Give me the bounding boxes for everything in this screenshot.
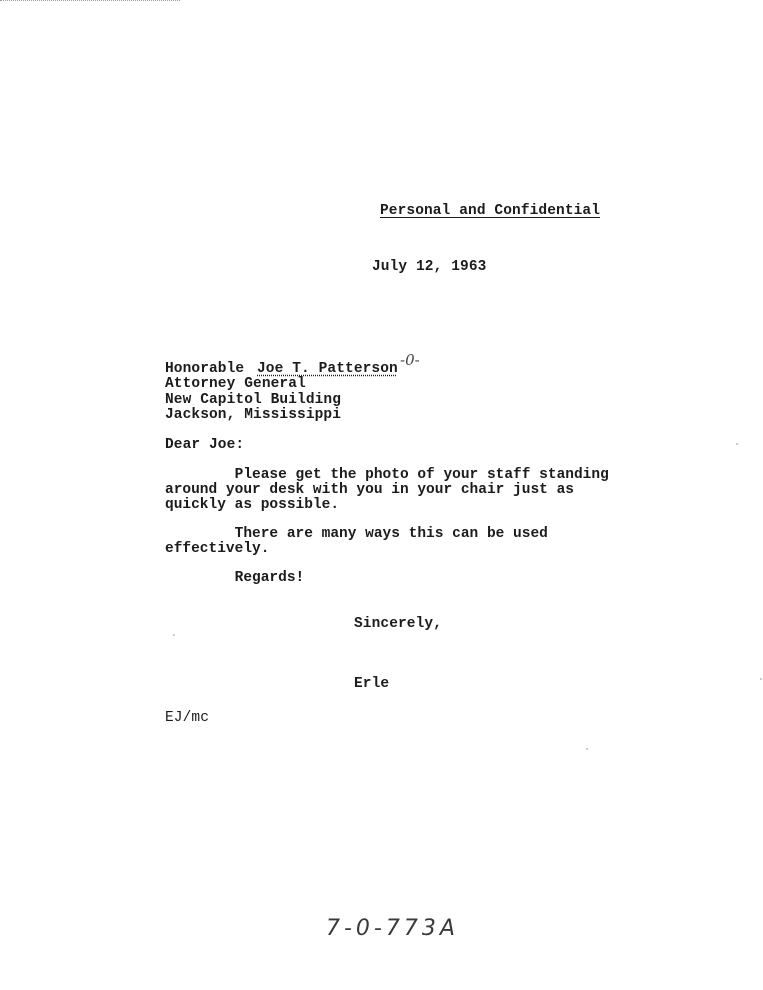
body-line: effectively. — [165, 541, 270, 557]
confidential-marking: Personal and Confidential — [380, 203, 601, 219]
paper-speck — [586, 748, 588, 750]
signature-name: Erle — [354, 676, 390, 692]
body-line: quickly as possible. — [165, 497, 340, 513]
complimentary-close: Sincerely, — [354, 616, 443, 632]
paper-speck — [760, 678, 762, 680]
reference-initials: EJ/mc — [165, 710, 210, 726]
top-dotted-edge — [0, 0, 180, 1]
body-line: Please get the photo of your staff standing — [165, 467, 609, 483]
letter-date: July 12, 1963 — [372, 259, 487, 275]
address-building: New Capitol Building — [165, 392, 342, 408]
body-line: There are many ways this can be used — [165, 526, 548, 542]
address-name: Joe T. Patterson — [257, 361, 398, 377]
regards-line: Regards! — [165, 570, 305, 586]
address-city: Jackson, Mississippi — [165, 407, 342, 423]
paper-speck — [173, 634, 175, 636]
handwritten-annotation: -0- — [400, 351, 420, 369]
address-honorific: Honorable — [165, 361, 245, 377]
address-title: Attorney General — [165, 376, 306, 392]
file-number-stamp: 7-0-773A — [326, 916, 459, 941]
salutation: Dear Joe: — [165, 437, 245, 453]
paper-speck — [736, 443, 738, 445]
body-line: around your desk with you in your chair just as — [165, 482, 574, 498]
